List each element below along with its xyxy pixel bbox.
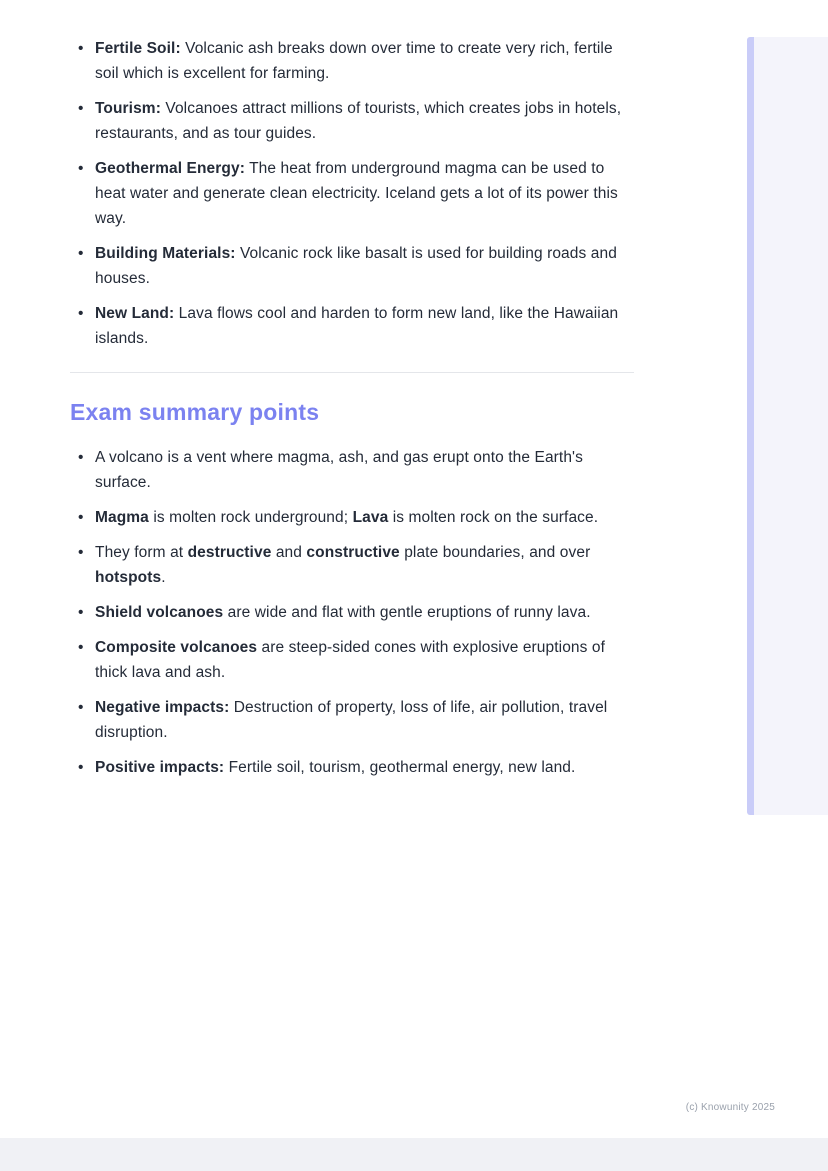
- list-item-bold-text: Lava: [352, 509, 389, 526]
- list-item-text: Volcanic rock like basalt is used for building roads and houses.: [95, 245, 617, 287]
- list-item-bold-text: Magma: [95, 509, 149, 526]
- list-item-bold-text: Positive impacts:: [95, 759, 225, 776]
- list-item-bold-text: Geothermal Energy:: [95, 160, 245, 177]
- adjacent-page-sliver: [754, 37, 828, 815]
- list-item: [70, 445, 634, 495]
- list-item-text: is molten rock on the surface.: [388, 509, 599, 526]
- list-item: [70, 96, 634, 146]
- list-item-text: A volcano is a vent where magma, ash, and gas erupt onto the Earth's surface.: [95, 449, 583, 491]
- list-item: [70, 540, 634, 590]
- list-item-bold-text: hotspots: [95, 569, 162, 586]
- positive-impacts-list: [70, 36, 634, 351]
- list-item-bold-text: Fertile Soil:: [95, 40, 181, 57]
- list-item-text: are wide and flat with gentle eruptions of runny lava.: [223, 604, 591, 621]
- page-bottom-gap: [0, 1138, 828, 1171]
- list-item-bold-text: Composite volcanoes: [95, 639, 258, 656]
- list-item-text: The heat from underground magma can be used to heat water and generate clean electricity. Iceland gets a lot of its power this way.: [95, 160, 618, 227]
- section-divider: [70, 372, 634, 373]
- list-item-bold-text: Negative impacts:: [95, 699, 230, 716]
- list-item-text: Volcanic ash breaks down over time to create very rich, fertile soil which is excellent for farming.: [95, 40, 613, 82]
- list-item-bold-text: destructive: [187, 544, 272, 561]
- section-heading: Exam summary points: [70, 399, 320, 425]
- list-item-text: Fertile soil, tourism, geothermal energy, new land.: [224, 759, 576, 776]
- list-item-text: They form at: [95, 544, 188, 561]
- list-item: [70, 505, 634, 530]
- list-item: [70, 600, 634, 625]
- list-item: [70, 635, 634, 685]
- list-item-text: is molten rock underground;: [148, 509, 353, 526]
- list-item-text: Destruction of property, loss of life, air pollution, travel disruption.: [95, 699, 608, 741]
- list-item-bold-text: Shield volcanoes: [95, 604, 224, 621]
- exam-summary-list: [70, 445, 634, 780]
- list-item-bold-text: Building Materials:: [95, 245, 236, 262]
- list-item: [70, 301, 634, 351]
- list-item: [70, 156, 634, 231]
- list-item-text: and: [271, 544, 307, 561]
- list-item-text: .: [161, 569, 166, 586]
- list-item: [70, 241, 634, 291]
- list-item-text: Lava flows cool and harden to form new land, like the Hawaiian islands.: [95, 305, 619, 347]
- copyright-text: (c) Knowunity 2025: [685, 1102, 775, 1113]
- list-item-text: Volcanoes attract millions of tourists, which creates jobs in hotels, restaurants, and as tour guides.: [95, 100, 622, 142]
- document-content: [70, 36, 634, 790]
- list-item-bold-text: Tourism:: [95, 100, 161, 117]
- list-item: [70, 755, 634, 780]
- list-item: [70, 36, 634, 86]
- list-item: [70, 695, 634, 745]
- page-edge-accent-bar: [747, 37, 754, 815]
- list-item-text: are steep-sided cones with explosive eruptions of thick lava and ash.: [95, 639, 606, 681]
- list-item-bold-text: constructive: [306, 544, 400, 561]
- list-item-bold-text: New Land:: [95, 305, 175, 322]
- list-item-text: plate boundaries, and over: [399, 544, 591, 561]
